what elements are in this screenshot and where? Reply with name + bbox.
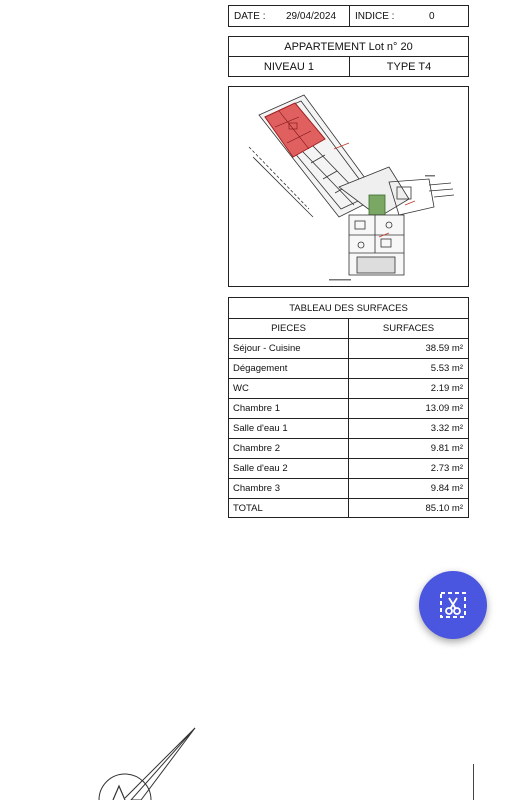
total-label: TOTAL — [233, 503, 263, 514]
piece-name: Salle d'eau 1 — [233, 423, 288, 434]
column-header-pieces: PIECES — [271, 323, 306, 334]
total-value: 85.10 m² — [425, 503, 463, 514]
table-row — [229, 438, 468, 458]
apartment-info — [228, 36, 469, 77]
indice-value: 0 — [429, 10, 435, 22]
border-line — [473, 764, 474, 800]
table-row — [229, 338, 468, 358]
divider — [348, 379, 349, 399]
piece-surface: 3.32 m² — [430, 423, 463, 434]
table-row — [229, 358, 468, 378]
divider — [348, 499, 349, 518]
indice-label: INDICE : — [355, 10, 395, 22]
divider — [348, 399, 349, 419]
document-header — [228, 5, 469, 27]
date-value: 29/04/2024 — [286, 10, 337, 22]
column-header-surfaces: SURFACES — [382, 323, 435, 334]
piece-surface: 13.09 m² — [425, 403, 463, 414]
divider — [348, 419, 349, 439]
surfaces-table — [228, 297, 469, 518]
divider — [348, 479, 349, 499]
niveau-label: NIVEAU 1 — [263, 60, 315, 73]
apartment-title: APPARTEMENT Lot n° 20 — [284, 41, 413, 53]
table-row — [229, 398, 468, 418]
piece-name: Séjour - Cuisine — [233, 343, 301, 354]
table-total-row — [229, 498, 468, 517]
table-row — [229, 418, 468, 438]
piece-surface: 9.84 m² — [430, 483, 463, 494]
piece-name: WC — [233, 383, 249, 394]
piece-surface: 38.59 m² — [425, 343, 463, 354]
piece-name: Chambre 3 — [233, 483, 280, 494]
divider — [348, 459, 349, 479]
divider — [348, 359, 349, 379]
piece-surface: 2.73 m² — [430, 463, 463, 474]
piece-name: Salle d'eau 2 — [233, 463, 288, 474]
floor-plan — [228, 86, 469, 287]
divider — [349, 6, 350, 26]
type-label: TYPE T4 — [386, 60, 432, 73]
table-row — [229, 478, 468, 498]
divider — [348, 339, 349, 359]
divider — [348, 439, 349, 459]
screenshot-scissors-icon — [438, 590, 468, 620]
piece-surface: 2.19 m² — [430, 383, 463, 394]
floor-plan-drawing — [229, 87, 468, 286]
table-row — [229, 458, 468, 478]
piece-surface: 5.53 m² — [430, 363, 463, 374]
table-title: TABLEAU DES SURFACES — [289, 302, 408, 314]
piece-name: Chambre 2 — [233, 443, 280, 454]
piece-surface: 9.81 m² — [430, 443, 463, 454]
table-row — [229, 378, 468, 398]
screenshot-crop-button[interactable] — [419, 571, 487, 639]
north-arrow-icon — [95, 720, 205, 800]
date-label: DATE : — [234, 10, 266, 22]
table-header-row — [229, 318, 468, 338]
piece-name: Dégagement — [233, 363, 288, 374]
piece-name: Chambre 1 — [233, 403, 280, 414]
